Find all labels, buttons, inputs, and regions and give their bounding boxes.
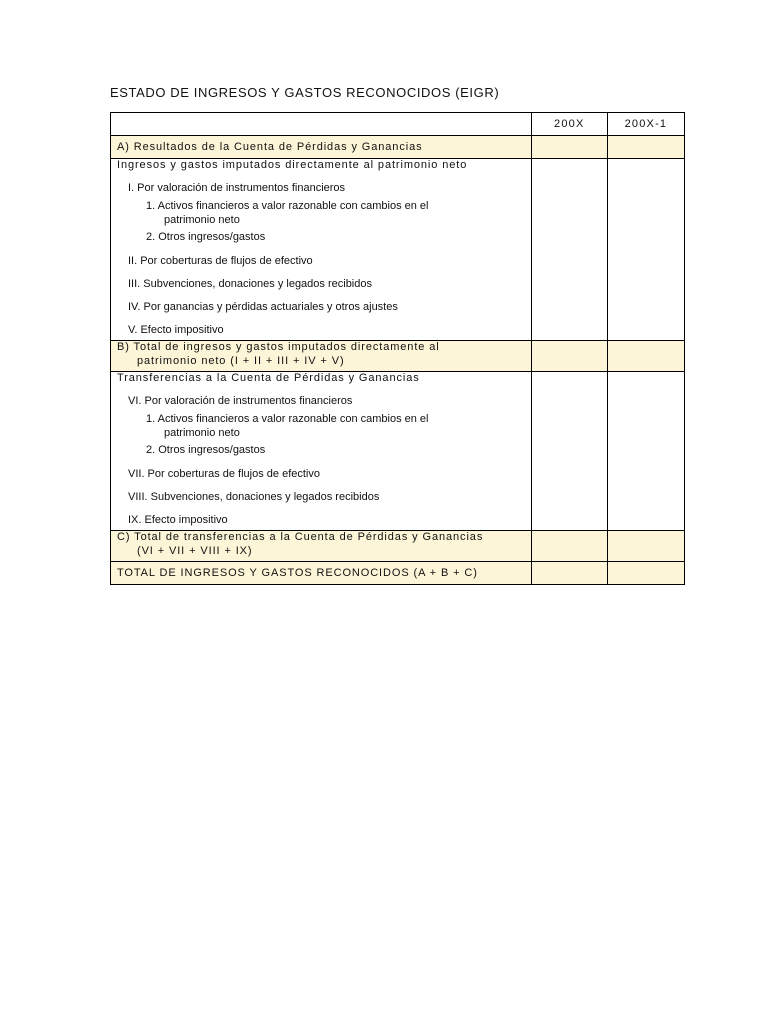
value-cell <box>607 159 684 341</box>
row-vi-1-label: 1. Activos financieros a valor razonable con cambios en el <box>146 413 429 425</box>
row-i-1-cont: patrimonio neto <box>164 214 240 226</box>
value-cell <box>607 562 684 585</box>
value-cell <box>607 531 684 562</box>
header-row <box>111 113 685 136</box>
row-i-label: I. Por valoración de instrumentos financieros <box>128 182 346 194</box>
value-cell <box>531 136 607 159</box>
value-cell <box>531 159 607 341</box>
section-transferencias-heading: Transferencias a la Cuenta de Pérdidas y Ganancias <box>117 372 420 384</box>
value-cell <box>531 372 607 531</box>
row-vi-label: VI. Por valoración de instrumentos financieros <box>128 395 353 407</box>
value-cell <box>531 341 607 372</box>
row-i-2-label: 2. Otros ingresos/gastos <box>146 231 266 243</box>
value-cell <box>607 136 684 159</box>
row-iii-label: III. Subvenciones, donaciones y legados recibidos <box>128 278 372 290</box>
value-cell <box>607 341 684 372</box>
row-ii-label: II. Por coberturas de flujos de efectivo <box>128 255 313 267</box>
row-i-1-label: 1. Activos financieros a valor razonable con cambios en el <box>146 200 429 212</box>
row-viii-label: VIII. Subvenciones, donaciones y legados recibidos <box>128 491 380 503</box>
row-ix-label: IX. Efecto impositivo <box>128 514 228 526</box>
section-transferencias <box>111 372 685 531</box>
value-cell <box>531 531 607 562</box>
row-vi-1-cont: patrimonio neto <box>164 427 240 439</box>
row-total <box>111 562 685 585</box>
section-imputados <box>111 159 685 341</box>
row-v-label: V. Efecto impositivo <box>128 324 224 336</box>
row-total-label: TOTAL DE INGRESOS Y GASTOS RECONOCIDOS (A + B + C) <box>117 567 478 579</box>
eigr-table <box>110 112 685 585</box>
row-iv-label: IV. Por ganancias y pérdidas actuariales y otros ajustes <box>128 301 398 313</box>
document-title: ESTADO DE INGRESOS Y GASTOS RECONOCIDOS (EIGR) <box>110 85 500 100</box>
row-a-label: A) Resultados de la Cuenta de Pérdidas y Ganancias <box>117 141 423 153</box>
header-blank-cell <box>111 113 532 136</box>
row-b-total-imputados <box>111 341 685 372</box>
row-b-label: B) Total de ingresos y gastos imputados directamente al <box>117 341 440 353</box>
value-cell <box>607 372 684 531</box>
row-a-resultados <box>111 136 685 159</box>
column-header-200x-1: 200X-1 <box>607 113 684 136</box>
section-imputados-heading: Ingresos y gastos imputados directamente al patrimonio neto <box>117 159 468 171</box>
row-c-label: C) Total de transferencias a la Cuenta de Pérdidas y Ganancias <box>117 531 484 543</box>
row-b-label-cont: patrimonio neto (I + II + III + IV + V) <box>137 355 345 367</box>
row-c-total-transferencias <box>111 531 685 562</box>
value-cell <box>531 562 607 585</box>
row-c-label-cont: (VI + VII + VIII + IX) <box>137 545 253 557</box>
column-header-200x: 200X <box>531 113 607 136</box>
row-vii-label: VII. Por coberturas de flujos de efectivo <box>128 468 320 480</box>
row-vi-2-label: 2. Otros ingresos/gastos <box>146 444 266 456</box>
